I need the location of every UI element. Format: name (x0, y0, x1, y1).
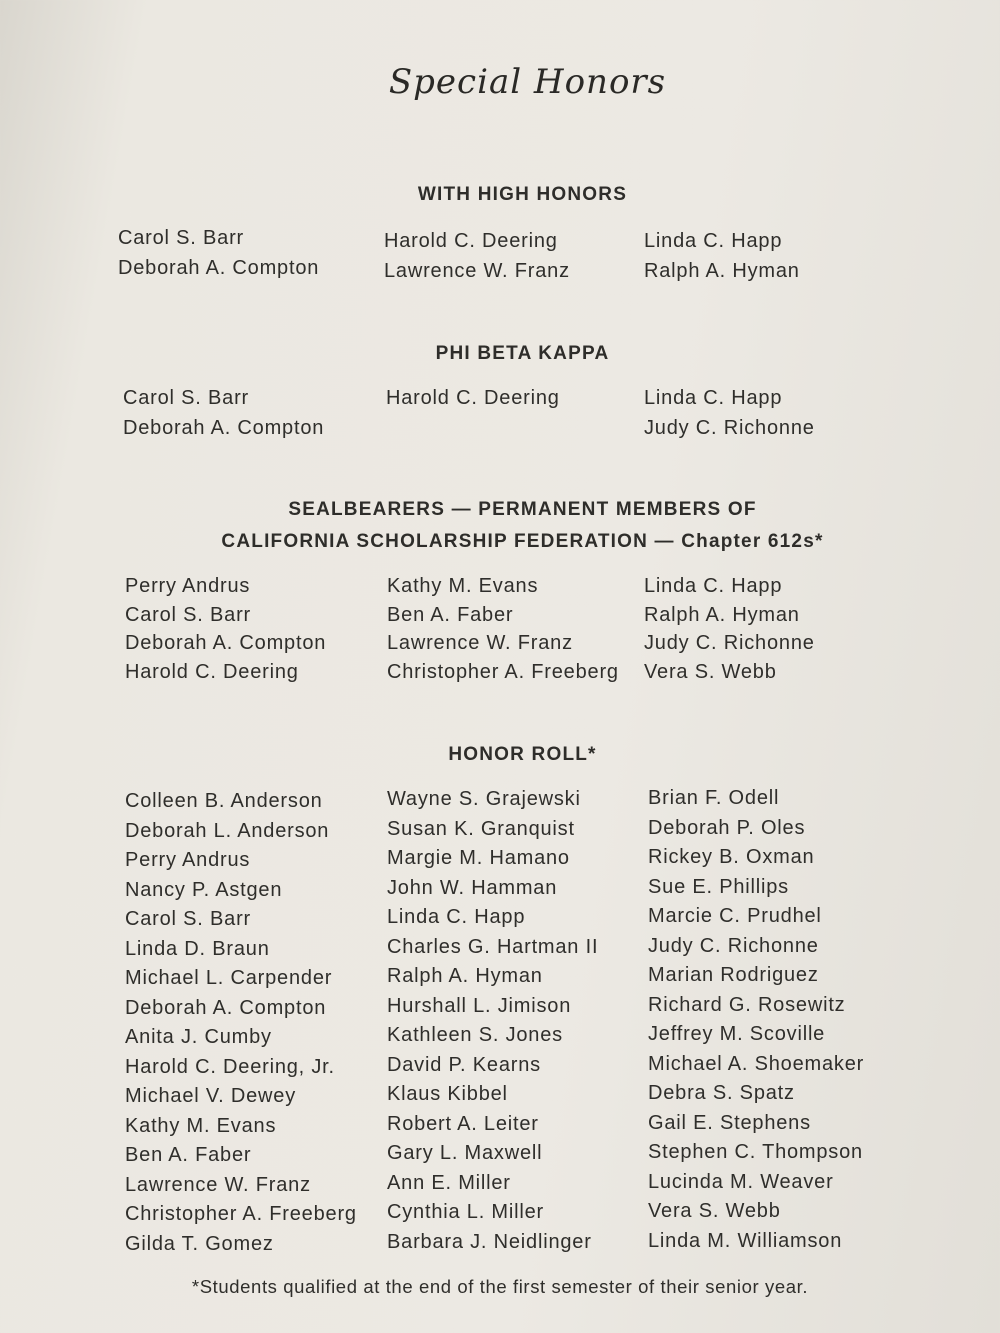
honoree-name: Ralph A. Hyman (644, 603, 800, 626)
honoree-name: Gail E. Stephens (648, 1111, 811, 1134)
honor-roll-column-1 (125, 787, 357, 1259)
high-honors-column-3 (644, 226, 800, 286)
honor-roll-list (0, 787, 1000, 1267)
footnote: *Students qualified at the end of the first semester of their senior year. (191, 1276, 809, 1297)
honoree-name: Harold C. Deering (125, 661, 299, 684)
honoree-name: Gary L. Maxwell (387, 1142, 543, 1164)
honoree-name: Michael A. Shoemaker (648, 1052, 865, 1075)
honoree-name: Ralph A. Hyman (644, 260, 800, 282)
high-honors-heading: WITH HIGH HONORS (417, 184, 628, 205)
honoree-name: Linda D. Braun (125, 937, 270, 960)
honoree-name: Carol S. Barr (118, 227, 244, 249)
high-honors-list (0, 223, 1000, 293)
honoree-name: Richard G. Rosewitz (648, 993, 846, 1016)
honoree-name: Carol S. Barr (125, 908, 251, 930)
honoree-name: Charles G. Hartman II (387, 935, 599, 958)
honoree-name: Linda C. Happ (644, 230, 783, 252)
honoree-name: Kathy M. Evans (125, 1114, 277, 1137)
honoree-name: Linda C. Happ (644, 575, 783, 597)
phi-beta-kappa-heading: PHI BETA KAPPA (435, 343, 610, 364)
honoree-name: John W. Hamman (387, 876, 558, 899)
honoree-name: Anita J. Cumby (125, 1026, 272, 1048)
sealbearers-column-2 (387, 572, 619, 687)
honoree-name: Kathleen S. Jones (387, 1024, 563, 1046)
honoree-name: Vera S. Webb (644, 661, 777, 684)
honoree-name: Jeffrey M. Scoville (648, 1023, 826, 1045)
honoree-name: Carol S. Barr (123, 387, 249, 409)
high-honors-column-1 (118, 223, 319, 283)
honoree-name: Hurshall L. Jimison (387, 994, 572, 1017)
honoree-name: Deborah L. Anderson (125, 819, 330, 842)
phi-beta-kappa-column-3 (644, 383, 815, 443)
honoree-name: Lucinda M. Weaver (648, 1170, 834, 1193)
honoree-name: Robert A. Leiter (387, 1112, 539, 1135)
honoree-name: Debra S. Spatz (648, 1082, 795, 1104)
honoree-name: Lawrence W. Franz (387, 632, 573, 655)
honoree-name: Harold C. Deering, Jr. (125, 1055, 335, 1078)
honoree-name: Lawrence W. Franz (384, 260, 570, 282)
honoree-name: Colleen B. Anderson (125, 790, 323, 812)
honoree-name: Cynthia L. Miller (387, 1201, 544, 1223)
honoree-name: Ralph A. Hyman (387, 965, 543, 987)
honoree-name: Linda C. Happ (387, 906, 526, 928)
phi-beta-kappa-list (0, 383, 1000, 453)
honoree-name: Michael L. Carpender (125, 967, 333, 989)
page-title: Special Honors (388, 62, 667, 102)
honoree-name: Margie M. Hamano (387, 847, 570, 869)
honoree-name: Brian F. Odell (648, 787, 780, 809)
honoree-name: Lawrence W. Franz (125, 1173, 311, 1196)
honoree-name: Harold C. Deering (384, 230, 558, 252)
phi-beta-kappa-column-1 (123, 383, 324, 443)
honor-roll-heading: HONOR ROLL* (448, 744, 597, 765)
honoree-name: Christopher A. Freeberg (125, 1203, 357, 1225)
sealbearers-heading-line-2: CALIFORNIA SCHOLARSHIP FEDERATION — Chapter 612s* (221, 531, 824, 552)
honoree-name: Stephen C. Thompson (648, 1141, 863, 1163)
honoree-name: Susan K. Granquist (387, 817, 575, 840)
honoree-name: Christopher A. Freeberg (387, 661, 619, 684)
sealbearers-column-3 (644, 572, 815, 687)
honoree-name: Deborah P. Oles (648, 816, 806, 839)
honoree-name: Marian Rodriguez (648, 964, 819, 986)
honoree-name: Deborah A. Compton (125, 632, 327, 655)
honor-roll-column-2 (387, 785, 598, 1257)
honor-roll-column-3 (648, 784, 864, 1256)
honoree-name: Ben A. Faber (125, 1144, 252, 1166)
honoree-name: Ann E. Miller (387, 1171, 511, 1194)
honoree-name: Michael V. Dewey (125, 1085, 297, 1107)
honoree-name: Linda C. Happ (644, 387, 783, 409)
high-honors-column-2 (384, 226, 570, 286)
honoree-name: Nancy P. Astgen (125, 878, 283, 901)
honoree-name: Vera S. Webb (648, 1200, 781, 1222)
honoree-name: Judy C. Richonne (644, 417, 815, 439)
honoree-name: Wayne S. Grajewski (387, 788, 581, 810)
honoree-name: Harold C. Deering (386, 387, 560, 409)
phi-beta-kappa-column-2 (386, 383, 560, 413)
honoree-name: Kathy M. Evans (387, 575, 539, 597)
honoree-name: Perry Andrus (125, 575, 251, 597)
sealbearers-heading-line-1: SEALBEARERS — PERMANENT MEMBERS OF (288, 499, 757, 520)
honoree-name: Deborah A. Compton (118, 257, 320, 279)
honoree-name: Marcie C. Prudhel (648, 905, 822, 927)
honoree-name: David P. Kearns (387, 1053, 541, 1076)
honoree-name: Linda M. Williamson (648, 1229, 843, 1252)
honoree-name: Gilda T. Gomez (125, 1232, 274, 1255)
honoree-name: Barbara J. Neidlinger (387, 1230, 592, 1253)
honoree-name: Sue E. Phillips (648, 875, 789, 898)
honoree-name: Ben A. Faber (387, 603, 514, 626)
honoree-name: Deborah A. Compton (123, 417, 325, 439)
honoree-name: Perry Andrus (125, 849, 251, 871)
honoree-name: Deborah A. Compton (125, 996, 327, 1019)
sealbearers-list (0, 572, 1000, 692)
honoree-name: Judy C. Richonne (648, 934, 819, 957)
honoree-name: Judy C. Richonne (644, 632, 815, 655)
honoree-name: Klaus Kibbel (387, 1083, 508, 1105)
honoree-name: Rickey B. Oxman (648, 846, 815, 868)
sealbearers-column-1 (125, 572, 326, 687)
honoree-name: Carol S. Barr (125, 603, 251, 626)
